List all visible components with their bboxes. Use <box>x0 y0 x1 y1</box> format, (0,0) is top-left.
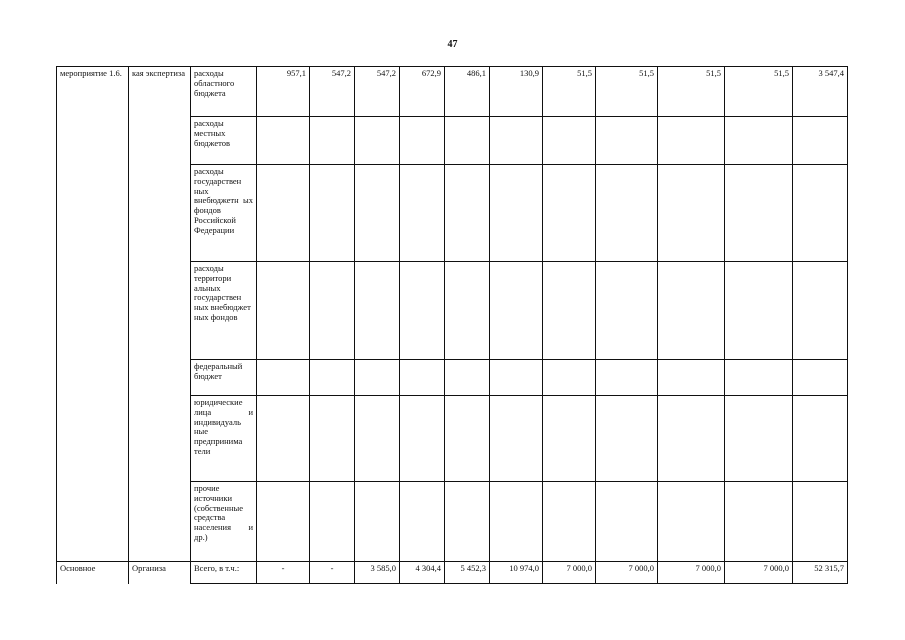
value-cell: - <box>257 562 310 584</box>
value-cell <box>400 482 445 562</box>
value-cell <box>543 396 596 482</box>
funding-source: расходы областного бюджета <box>191 67 257 117</box>
value-cell: 7 000,0 <box>596 562 658 584</box>
value-cell <box>793 117 848 165</box>
value-cell <box>490 117 543 165</box>
value-cell <box>596 396 658 482</box>
value-cell <box>445 396 490 482</box>
value-cell <box>725 262 793 360</box>
funding-source: юридические лица и индивидуаль ные предпринима тели <box>191 396 257 482</box>
value-cell <box>355 396 400 482</box>
funding-source: федеральный бюджет <box>191 360 257 396</box>
value-cell <box>400 396 445 482</box>
value-cell <box>725 165 793 262</box>
value-cell <box>793 396 848 482</box>
value-cell <box>355 482 400 562</box>
value-cell <box>658 482 725 562</box>
value-cell <box>310 396 355 482</box>
value-cell: 547,2 <box>355 67 400 117</box>
value-cell <box>445 117 490 165</box>
value-cell <box>793 360 848 396</box>
value-cell <box>355 165 400 262</box>
value-cell <box>490 165 543 262</box>
value-cell: 672,9 <box>400 67 445 117</box>
value-cell: 486,1 <box>445 67 490 117</box>
value-cell <box>490 396 543 482</box>
value-cell <box>310 165 355 262</box>
value-cell <box>355 360 400 396</box>
value-cell <box>725 396 793 482</box>
value-cell: 52 315,7 <box>793 562 848 584</box>
value-cell <box>257 360 310 396</box>
value-cell <box>725 482 793 562</box>
value-cell <box>490 482 543 562</box>
value-cell <box>400 117 445 165</box>
value-cell <box>445 360 490 396</box>
value-cell <box>400 360 445 396</box>
value-cell <box>310 262 355 360</box>
executor-cell: кая экспертиза <box>129 67 191 562</box>
value-cell: 3 585,0 <box>355 562 400 584</box>
value-cell <box>257 117 310 165</box>
value-cell: 5 452,3 <box>445 562 490 584</box>
value-cell: 957,1 <box>257 67 310 117</box>
value-cell: 3 547,4 <box>793 67 848 117</box>
value-cell: 4 304,4 <box>400 562 445 584</box>
value-cell <box>257 262 310 360</box>
value-cell: 547,2 <box>310 67 355 117</box>
funding-source: прочие источники (собственные средства населения и др.) <box>191 482 257 562</box>
value-cell <box>658 396 725 482</box>
value-cell <box>596 165 658 262</box>
value-cell <box>725 117 793 165</box>
value-cell: 51,5 <box>596 67 658 117</box>
value-cell: 51,5 <box>658 67 725 117</box>
value-cell: 51,5 <box>543 67 596 117</box>
value-cell: 10 974,0 <box>490 562 543 584</box>
value-cell <box>310 117 355 165</box>
page-number: 47 <box>447 39 458 50</box>
value-cell <box>596 360 658 396</box>
value-cell <box>445 165 490 262</box>
value-cell: - <box>310 562 355 584</box>
table-row <box>57 67 848 117</box>
budget-table <box>56 66 848 584</box>
value-cell <box>490 360 543 396</box>
value-cell: 51,5 <box>725 67 793 117</box>
value-cell <box>658 262 725 360</box>
value-cell <box>400 165 445 262</box>
value-cell <box>257 396 310 482</box>
value-cell <box>543 360 596 396</box>
value-cell <box>658 165 725 262</box>
value-cell: 7 000,0 <box>725 562 793 584</box>
funding-source: расходы государствен ных внебюджетн ых фондов Российской Федерации <box>191 165 257 262</box>
value-cell <box>793 165 848 262</box>
value-cell <box>596 262 658 360</box>
value-cell <box>445 262 490 360</box>
value-cell <box>400 262 445 360</box>
value-cell <box>257 165 310 262</box>
value-cell <box>596 117 658 165</box>
value-cell <box>658 360 725 396</box>
activity-cell: мероприятие 1.6. <box>57 67 129 562</box>
executor-cell: Организа <box>129 562 191 584</box>
value-cell <box>543 165 596 262</box>
value-cell <box>543 262 596 360</box>
value-cell <box>596 482 658 562</box>
value-cell <box>490 262 543 360</box>
value-cell <box>257 482 310 562</box>
value-cell <box>543 117 596 165</box>
activity-cell: Основное <box>57 562 129 584</box>
value-cell <box>658 117 725 165</box>
value-cell: 7 000,0 <box>543 562 596 584</box>
funding-source: расходы территори альных государствен ных внебюджет ных фондов <box>191 262 257 360</box>
value-cell <box>355 117 400 165</box>
value-cell <box>543 482 596 562</box>
value-cell <box>310 360 355 396</box>
value-cell <box>725 360 793 396</box>
funding-source: расходы местных бюджетов <box>191 117 257 165</box>
value-cell <box>310 482 355 562</box>
value-cell: 130,9 <box>490 67 543 117</box>
value-cell <box>793 482 848 562</box>
table-row <box>57 562 848 584</box>
funding-source: Всего, в т.ч.: <box>191 562 257 584</box>
value-cell: 7 000,0 <box>658 562 725 584</box>
value-cell <box>355 262 400 360</box>
value-cell <box>445 482 490 562</box>
value-cell <box>793 262 848 360</box>
